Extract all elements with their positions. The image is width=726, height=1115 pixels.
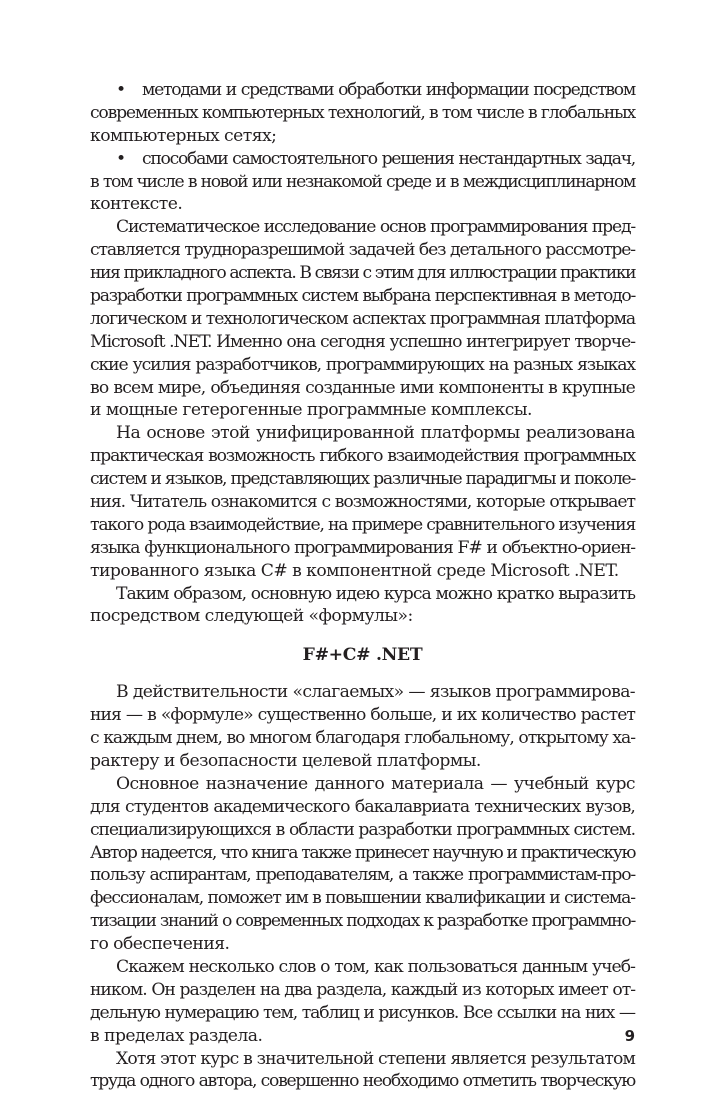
text-line: систем и языков, представляющих различные парадигмы и поколе- [90,469,635,490]
paragraph [90,422,635,582]
text-line: • методами и средствами обработки информации посредством [90,79,635,102]
text-line: пользу аспирантам, преподавателям, а также программистам-про- [90,865,635,886]
text-line: ния. Читатель ознакомится с возможностями, которые открывает [90,492,635,513]
text-line: специализирующихся в области разработки программных систем. [90,819,635,840]
paragraph [90,583,635,629]
text-line: го обеспечения. [90,934,230,955]
formula: F#+C# .NET [302,645,423,666]
paragraph [90,1048,635,1094]
text-line: для студентов академического бакалавриата технических вузов, [90,796,635,817]
text-line: ником. Он разделен на два раздела, каждый из которых имеет от- [90,979,635,1000]
text-line: фессионалам, поможет им в повышении квалификации и система- [90,888,635,909]
paragraph [90,956,635,1048]
text-line: тизации знаний о современных подходах к разработке программно- [90,911,635,932]
bullet-item [90,148,635,217]
text-line: Автор надеется, что книга также принесет научную и практическую [90,842,635,863]
text-line: тированного языка C# в компонентной среде Microsoft .NET. [90,560,619,581]
bullet-glyph: • [116,80,125,100]
bullet-item [90,79,635,148]
text-line: компьютерных сетях; [90,125,277,146]
text-line: Систематическое исследование основ программирования пред- [116,217,635,238]
text-line: такого рода взаимодействие, на примере сравнительного изучения [90,514,636,535]
text-line: дельную нумерацию тем, таблиц и рисунков. Все ссылки на них — [90,1002,635,1023]
text-line: ния прикладного аспекта. В связи с этим для иллюстрации практики [90,263,636,284]
text-line: в пределах раздела. [90,1025,263,1046]
text-line: посредством следующей «формулы»: [90,606,413,627]
text-line: Microsoft .NET. Именно она сегодня успешно интегрирует творче- [90,331,635,352]
body-text [90,79,635,1093]
text-line: • способами самостоятельного решения нестандартных задач, [90,148,635,171]
paragraph [90,681,635,773]
text-line: рактеру и безопасности целевой платформы. [90,750,481,771]
paragraph [90,773,635,956]
text-line: языка функционального программирования F# и объектно-ориен- [90,537,635,558]
text-line: разработки программных систем выбрана перспективная в методо- [90,286,635,307]
text-line: труда одного автора, совершенно необходимо отметить творческую [90,1071,635,1092]
text-line: Скажем несколько слов о том, как пользоваться данным учеб- [116,956,635,977]
paragraph [90,216,635,422]
text-line: современных компьютерных технологий, в том числе в глобальных [90,102,635,123]
text-line: ские усилия разработчиков, программирующих на разных языках [90,354,635,375]
text-line: Таким образом, основную идею курса можно кратко выразить [116,583,635,604]
text-line: практическая возможность гибкого взаимодействия программных [90,446,635,467]
text-line: Хотя этот курс в значительной степени является результатом [116,1048,635,1069]
text-line: В действительности «слагаемых» — языков программирова- [116,682,635,703]
text-line: в том числе в новой или незнакомой среде и в междисциплинарном [90,171,635,192]
text-line: с каждым днем, во многом благодаря глобальному, открытому ха- [90,728,635,749]
page-number: 9 [624,1027,635,1045]
text-line: На основе этой унифицированной платформы реализована [116,423,635,444]
text-line: контексте. [90,194,183,215]
text-line: логическом и технологическом аспектах программная платформа [90,308,635,329]
bullet-glyph: • [116,148,125,169]
text-line: и мощные гетерогенные программные комплексы. [90,400,532,421]
text-line: во всем мире, объединяя созданные ими компоненты в крупные [90,377,635,398]
text-line: ставляется трудноразрешимой задачей без детального рассмотре- [90,240,635,261]
text-line: ния — в «формуле» существенно больше, и их количество растет [90,705,635,726]
text-line: Основное назначение данного материала — учебный курс [116,773,635,794]
